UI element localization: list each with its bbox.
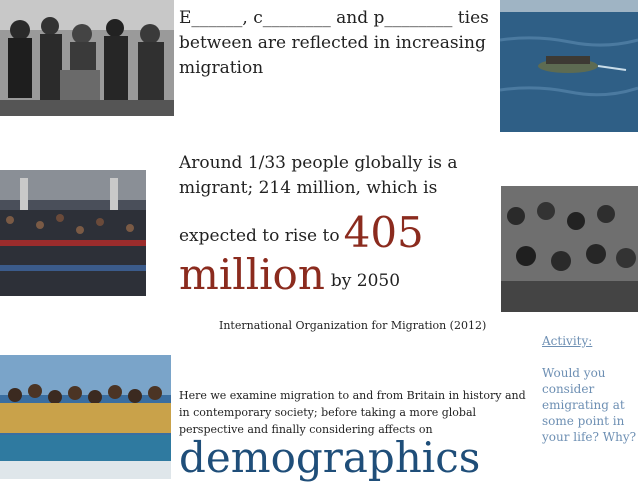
body-paragraph: Here we examine migration to and from Britain in history and in contemporary society; before taking a more global perspective and finally considering affects on xyxy=(179,389,526,436)
projection-number: 405 xyxy=(343,208,424,257)
projection-year: by 2050 xyxy=(330,271,401,291)
activity-title: Activity: xyxy=(542,334,593,348)
projection-prefix: expected to rise to xyxy=(179,226,340,246)
projection-year-line xyxy=(179,250,400,299)
historic-immigrants-photo xyxy=(0,0,174,116)
crowded-migrants-photo xyxy=(501,186,638,312)
migrant-statistic-text: Around 1/33 people globally is a migrant; 214 million, which is xyxy=(179,153,458,198)
demographics-heading: demographics xyxy=(179,433,481,482)
railway-station-crowd-photo xyxy=(0,170,146,296)
activity-box xyxy=(542,333,638,445)
migrant-boat-sea-photo xyxy=(500,0,638,132)
activity-question: Would you consider emigrating at some point in your life? Why? xyxy=(542,366,637,444)
slide-heading: E______, c________ and p________ ties between are reflected in increasing migration xyxy=(179,8,489,78)
overcrowded-boat-photo xyxy=(0,355,171,479)
projection-unit: million xyxy=(179,250,325,299)
source-citation: International Organization for Migration (2012) xyxy=(219,319,487,332)
